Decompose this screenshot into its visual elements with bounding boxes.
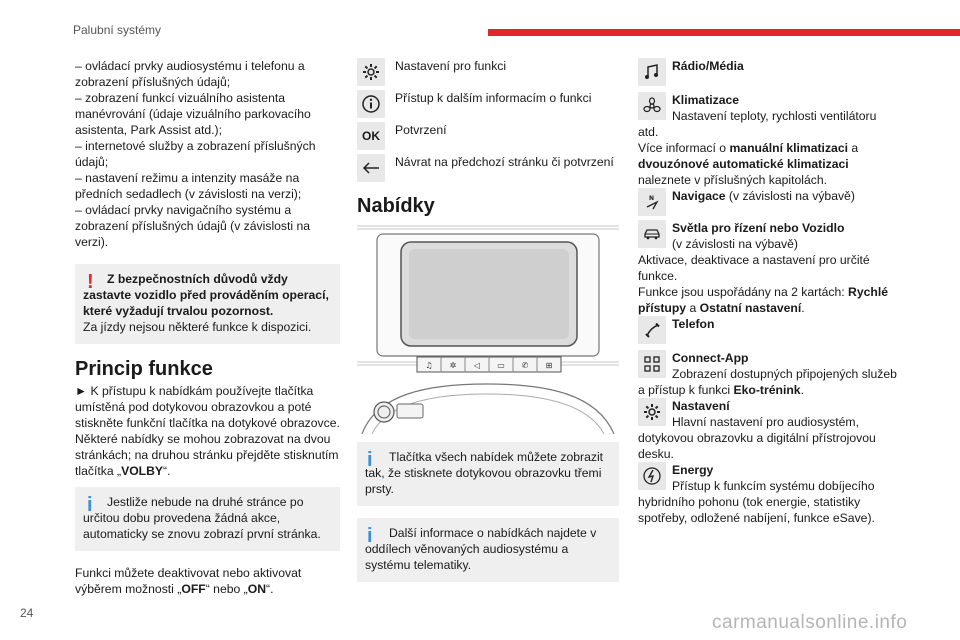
ok-icon-label: OK bbox=[362, 129, 380, 143]
text-run: Funkci můžete deaktivovat nebo aktivovat výběrem možnosti „ bbox=[75, 566, 302, 596]
section-title-menus: Nabídky bbox=[357, 195, 435, 217]
menu-paragraph: Aktivace, deaktivace a nastavení pro určité funkce. bbox=[638, 253, 870, 283]
svg-text:✲: ✲ bbox=[449, 361, 457, 370]
menu-title: Energy bbox=[672, 463, 714, 477]
info-box bbox=[357, 518, 619, 582]
info-circle-icon bbox=[357, 90, 385, 118]
text-run: naleznete v příslušných kapitolách. bbox=[638, 173, 828, 187]
menu-entry-radio bbox=[638, 58, 900, 88]
energy-bolt-icon bbox=[638, 462, 666, 490]
principle-paragraph bbox=[75, 383, 340, 479]
bullet-item: – zobrazení funkcí vizuálního asistenta manévrování (údaje vizuálního parkovacího asistenta, Park Assist atd.); bbox=[75, 91, 311, 137]
bold-run: dvouzónové automatické klimatizaci bbox=[638, 157, 849, 171]
menu-title: Světla pro řízení nebo Vozidlo bbox=[672, 221, 845, 235]
icon-row bbox=[357, 90, 619, 122]
menu-entry-navigation bbox=[638, 188, 900, 218]
info-icon: i bbox=[367, 525, 373, 547]
dashboard-illustration bbox=[357, 224, 619, 434]
text-run: Zobrazení dostupných připojených služeb a přístup k funkci bbox=[638, 367, 897, 397]
svg-text:✆: ✆ bbox=[521, 361, 529, 370]
info-text: Tlačítka všech nabídek můžete zobrazit tak, že stisknete dotykovou obrazovku třemi prsty. bbox=[365, 450, 604, 496]
menu-paragraph bbox=[638, 140, 900, 188]
info-text: Další informace o nabídkách najdete v oddílech věnovaných audiosystému a systému telematiky. bbox=[365, 526, 597, 572]
menu-title: Telefon bbox=[672, 317, 715, 331]
deactivate-paragraph bbox=[75, 565, 340, 597]
icon-row-text: Návrat na předchozí stránku či potvrzení bbox=[395, 155, 614, 169]
touchscreen-drawing bbox=[357, 224, 619, 434]
bold-run: OFF bbox=[181, 582, 206, 596]
text-run: Více informací o bbox=[638, 141, 730, 155]
menu-title: Navigace bbox=[672, 189, 726, 203]
menu-text: (v závislosti na výbavě) bbox=[672, 237, 798, 251]
menu-title: Klimatizace bbox=[672, 93, 740, 107]
text-run: Funkce jsou uspořádány na 2 kartách: bbox=[638, 285, 849, 299]
header-accent-bar bbox=[488, 29, 960, 36]
svg-text:⊞: ⊞ bbox=[545, 361, 553, 370]
warning-bold-text: Z bezpečnostních důvodů vždy zastavte vozidlo před prováděním operací, které vyžadují trvalou pozornost. bbox=[83, 272, 329, 318]
menu-text: Přístup k funkcím systému dobíjecího hybridního pohonu (tok energie, statistiky spotřeby, odložené nabíjení, funkce eSave). bbox=[638, 479, 875, 525]
bullet-item: – ovládací prvky navigačního systému a zobrazení příslušných údajů (v závislosti na verzi). bbox=[75, 203, 311, 249]
icon-row-text: Přístup k dalším informacím o funkci bbox=[395, 91, 592, 105]
fan-icon bbox=[638, 92, 666, 120]
bold-run: manuální klimatizaci bbox=[729, 141, 848, 155]
menu-entry-energy bbox=[638, 462, 900, 526]
music-note-icon bbox=[638, 58, 666, 86]
menu-entry-phone bbox=[638, 316, 900, 346]
info-box bbox=[75, 487, 340, 551]
warning-box bbox=[75, 264, 340, 344]
phone-icon bbox=[638, 316, 666, 344]
bold-run: Ostatní nastavení bbox=[699, 301, 802, 315]
menu-title: Nastavení bbox=[672, 399, 730, 413]
icon-row bbox=[357, 122, 619, 154]
icon-row bbox=[357, 154, 619, 190]
section-title-principle: Princip funkce bbox=[75, 358, 213, 380]
menu-title: Connect-App bbox=[672, 351, 749, 365]
back-arrow-icon bbox=[357, 154, 385, 182]
info-text: Jestliže nebude na druhé stránce po určitou dobu provedena žádná akce, automaticky se znovu zobrazí první stránka. bbox=[83, 495, 321, 541]
grid-apps-icon bbox=[638, 350, 666, 378]
bold-run: Eko-trénink bbox=[733, 383, 801, 397]
warning-icon: ! bbox=[87, 271, 94, 293]
bold-run: Rychlé přístupy bbox=[638, 285, 888, 315]
menu-title: Rádio/Média bbox=[672, 59, 744, 73]
watermark: carmanualsonline.info bbox=[712, 612, 908, 633]
column-1 bbox=[75, 58, 340, 597]
navigation-icon bbox=[638, 188, 666, 216]
text-run: . bbox=[800, 383, 804, 397]
settings-icon bbox=[638, 398, 666, 426]
running-header: Palubní systémy bbox=[73, 23, 162, 37]
menu-text: (v závislosti na výbavě) bbox=[725, 189, 855, 203]
text-run: “. bbox=[266, 582, 274, 596]
ok-icon bbox=[357, 122, 385, 150]
page-number: 24 bbox=[20, 606, 34, 620]
svg-text:▭: ▭ bbox=[497, 361, 505, 370]
info-box bbox=[357, 442, 619, 506]
menu-paragraph bbox=[638, 284, 900, 316]
icon-row-text: Potvrzení bbox=[395, 123, 447, 137]
column-3 bbox=[638, 58, 900, 526]
info-icon: i bbox=[367, 449, 373, 471]
menu-entry-climate bbox=[638, 92, 900, 188]
menu-entry-connect-app bbox=[638, 350, 900, 398]
car-icon bbox=[638, 220, 666, 248]
text-run: a bbox=[686, 301, 700, 315]
menu-text: Hlavní nastavení pro audiosystém, dotykovou obrazovku a digitální přístrojovou desku. bbox=[638, 415, 876, 461]
warning-text: Za jízdy nejsou některé funkce k dispozici. bbox=[83, 320, 312, 334]
text-run: . bbox=[801, 301, 805, 315]
bullet-item: – ovládací prvky audiosystému i telefonu a zobrazení příslušných údajů; bbox=[75, 59, 305, 89]
bullet-item: – internetové služby a zobrazení příslušných údajů; bbox=[75, 139, 316, 169]
text-run: ► K přístupu k nabídkám používejte tlačítka umístěná pod dotykovou obrazovkou a poté stiskněte funkční tlačítka na dotykové obrazovce. Některé nabídky se mohou zobrazovat na dvou stránkách; na druhou stránku přejděte stisknutím tlačítka „ bbox=[75, 384, 340, 478]
text-run: “. bbox=[163, 464, 171, 478]
svg-text:♫: ♫ bbox=[425, 361, 433, 370]
bold-run: VOLBY bbox=[121, 464, 164, 478]
icon-row-text: Nastavení pro funkci bbox=[395, 59, 507, 73]
svg-text:◁: ◁ bbox=[473, 361, 481, 370]
bullet-item: – nastavení režimu a intenzity masáže na předních sedadlech (v závislosti na verzi); bbox=[75, 171, 302, 201]
text-run: “ nebo „ bbox=[205, 582, 248, 596]
menu-entry-settings bbox=[638, 398, 900, 462]
icon-row bbox=[357, 58, 619, 90]
menu-entry-lights bbox=[638, 220, 900, 316]
menu-text: Nastavení teploty, rychlosti ventilátoru atd. bbox=[638, 109, 877, 139]
svg-text:N: N bbox=[649, 195, 655, 202]
settings-icon bbox=[357, 58, 385, 86]
text-run: a bbox=[847, 141, 859, 155]
column-2 bbox=[357, 58, 619, 582]
bold-run: ON bbox=[247, 582, 267, 596]
info-icon: i bbox=[87, 494, 93, 516]
